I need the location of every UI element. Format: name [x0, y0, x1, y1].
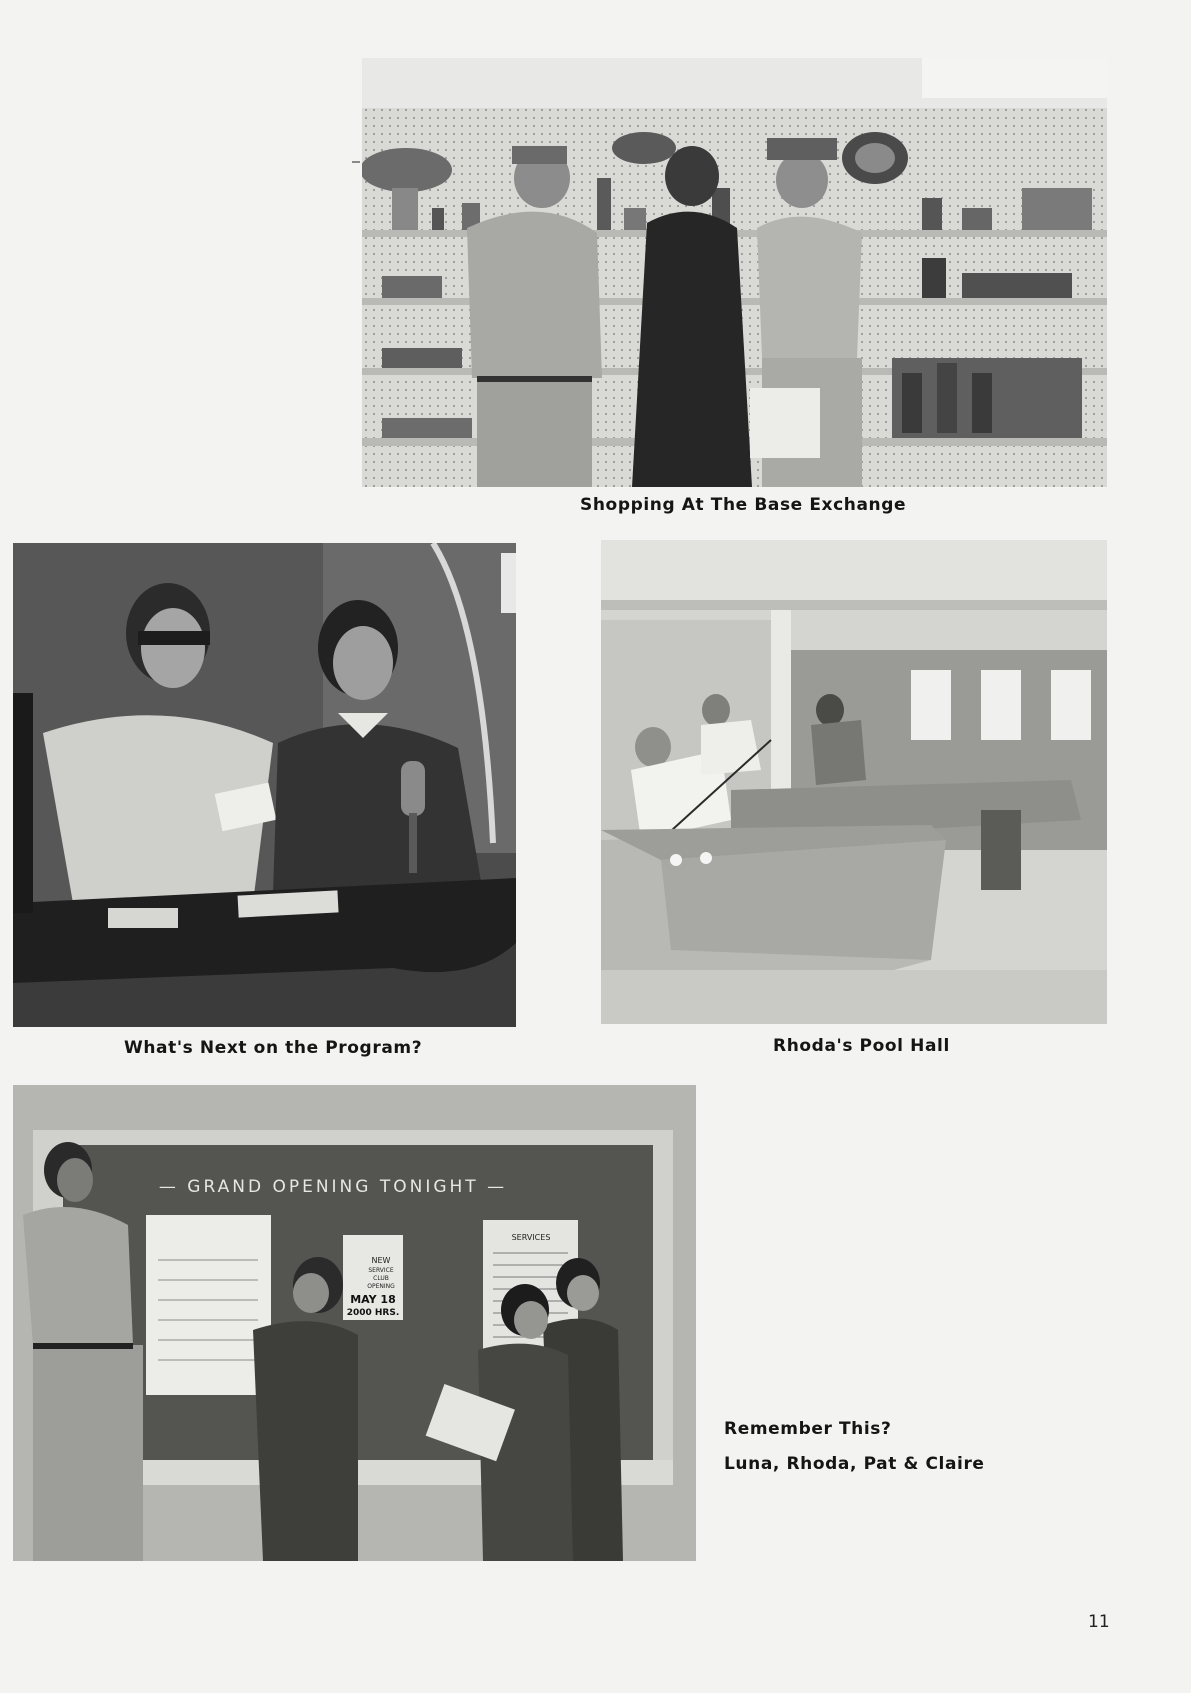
poster-line-5: MAY 18 — [350, 1293, 396, 1306]
pool-hall-illustration — [601, 540, 1107, 1024]
poster-line-1: NEW — [371, 1256, 391, 1265]
caption-pool-hall: Rhoda's Pool Hall — [773, 1036, 950, 1056]
base-exchange-illustration — [362, 58, 1107, 487]
services-heading-text: SERVICES — [511, 1233, 551, 1242]
page-number: 11 — [1088, 1612, 1110, 1632]
board-heading-text: — GRAND OPENING TONIGHT — — [158, 1177, 508, 1197]
print-mark — [352, 161, 360, 163]
photo-radio-program — [13, 543, 516, 1027]
grand-opening-illustration — [13, 1085, 696, 1561]
radio-program-illustration — [13, 543, 516, 1027]
photo-grand-opening — [13, 1085, 696, 1561]
caption-grand-opening-title: Remember This? — [724, 1419, 892, 1439]
poster-line-6: 2000 HRS. — [346, 1308, 400, 1318]
poster-line-4: OPENING — [367, 1283, 395, 1290]
caption-grand-opening-names: Luna, Rhoda, Pat & Claire — [724, 1454, 985, 1474]
poster-line-2: SERVICE — [368, 1267, 394, 1274]
photo-base-exchange — [362, 58, 1107, 487]
poster-line-3: CLUB — [373, 1275, 389, 1282]
caption-radio-program: What's Next on the Program? — [124, 1038, 423, 1058]
photo-pool-hall — [601, 540, 1107, 1024]
caption-base-exchange: Shopping At The Base Exchange — [580, 495, 907, 515]
